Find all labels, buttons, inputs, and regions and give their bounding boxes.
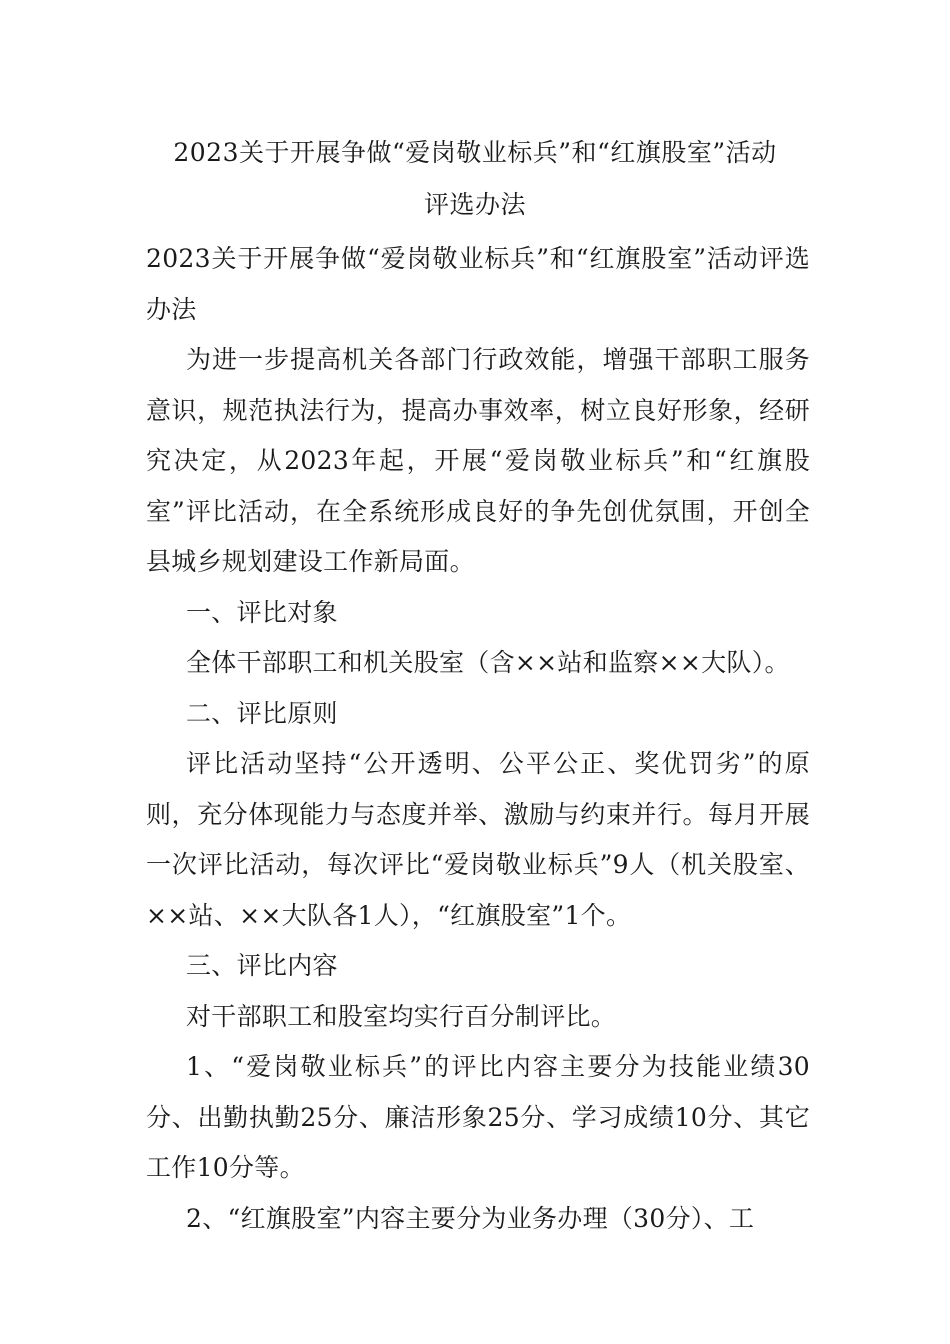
document-title-line2: 评选办法 (423, 190, 526, 219)
section-heading: 一、评比对象 (186, 597, 338, 627)
intro-paragraph: 为进一步提高机关各部门行政效能，增强干部职工服务意识，规范执法行为，提高办事效率，树立良好形象，经研究决定，从2023年起，开展“爱岗敬业标兵”和“红旗股室”评比活动，在全系统形成良好的争先创优氛围，开创全县城乡规划建设工作新局面。 (146, 345, 810, 576)
section-paragraph: 2、“红旗股室”内容主要分为业务办理（30分）、工 (186, 1203, 755, 1233)
section-paragraph: 评比活动坚持“公开透明、公平公正、奖优罚劣”的原则，充分体现能力与态度并举、激励与约束并行。每月开展一次评比活动，每次评比“爱岗敬业标兵”9人（机关股室、××站、××大队各1人），“红旗股室”1个。 (146, 749, 810, 930)
section-paragraph: 对干部职工和股室均实行百分制评比。 (186, 1001, 617, 1031)
section-heading: 三、评比内容 (186, 951, 338, 980)
document-title-line1: 2023关于开展争做“爱岗敬业标兵”和“红旗股室”活动 (173, 138, 777, 167)
section-heading: 二、评比原则 (186, 698, 338, 728)
section-paragraph: 1、“爱岗敬业标兵”的评比内容主要分为技能业绩30分、出勤执勤25分、廉洁形象25分、学习成绩10分、其它工作10分等。 (146, 1052, 810, 1182)
section-paragraph: 全体干部职工和机关股室（含××站和监察××大队）。 (186, 648, 790, 677)
document-subtitle: 2023关于开展争做“爱岗敬业标兵”和“红旗股室”活动评选办法 (146, 244, 810, 324)
document-body (146, 234, 810, 1244)
